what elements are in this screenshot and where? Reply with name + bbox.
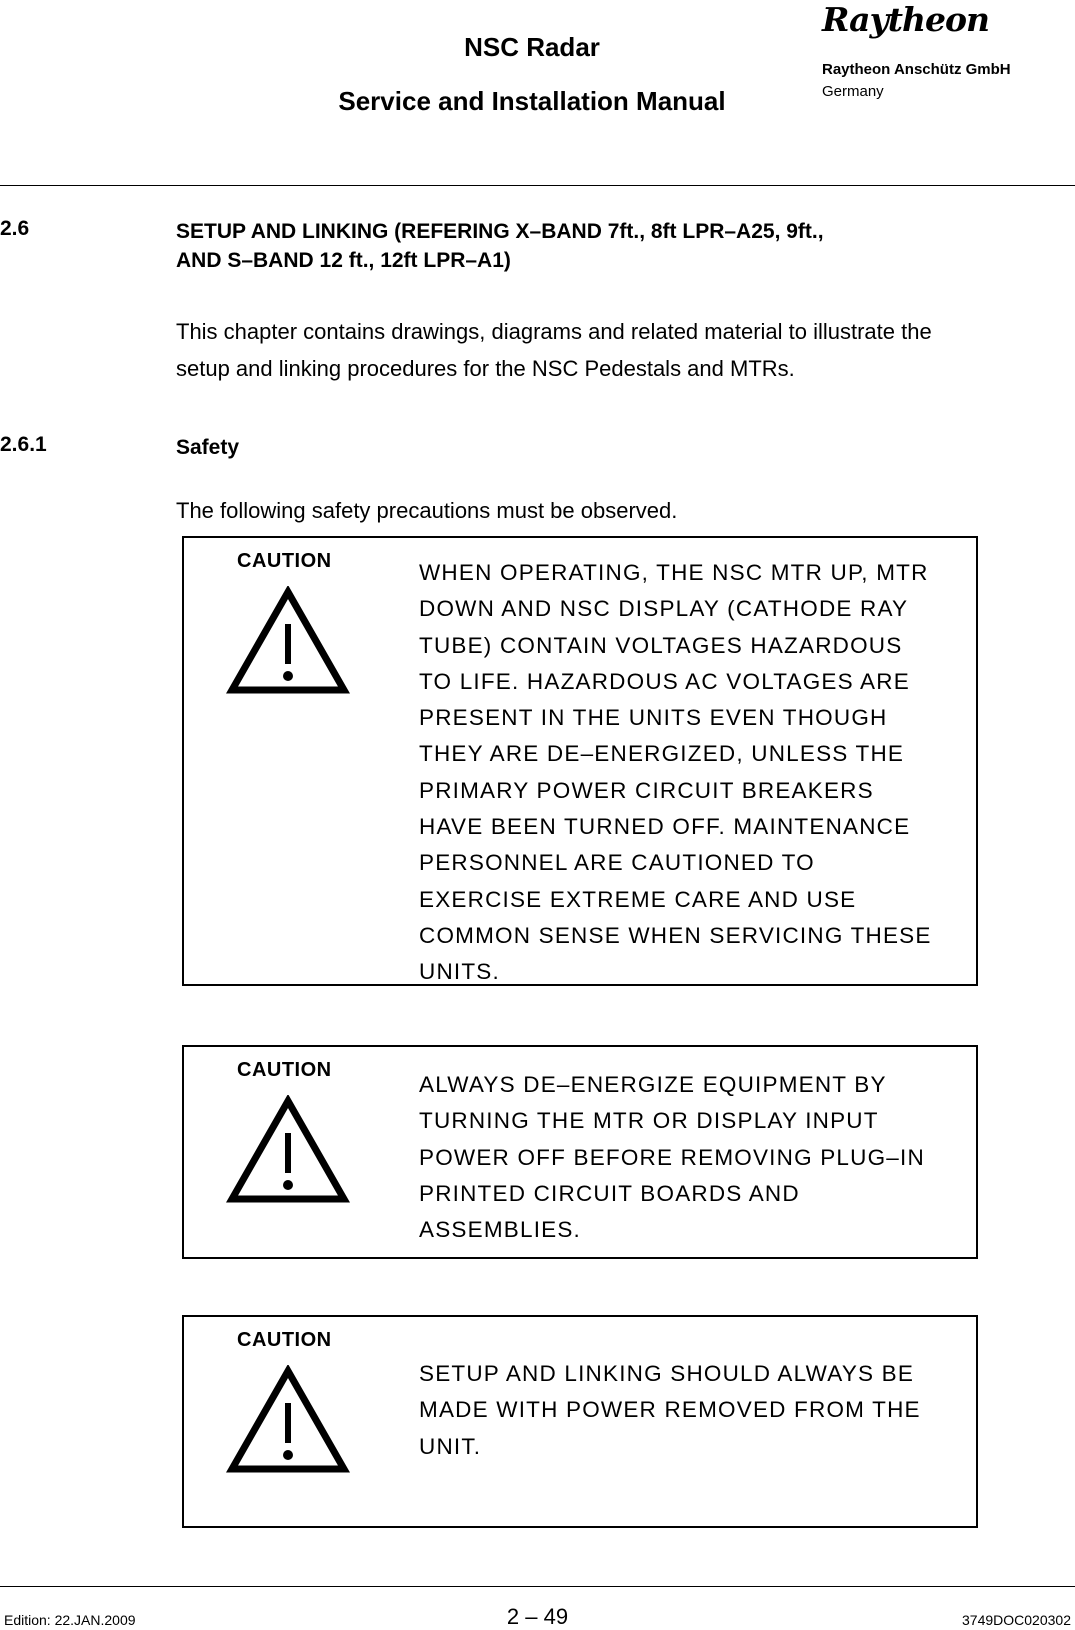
caution-label: CAUTION — [237, 1059, 332, 1081]
caution-line: TURNING THE MTR OR DISPLAY INPUT — [419, 1108, 879, 1134]
brand-logo: Raytheon — [822, 0, 989, 39]
warning-triangle-icon — [226, 1095, 350, 1205]
section-intro-line-1: This chapter contains drawings, diagrams and related material to illustrate the — [176, 319, 932, 344]
caution-line: TO LIFE. HAZARDOUS AC VOLTAGES ARE — [419, 668, 910, 694]
footer-divider — [0, 1586, 1075, 1587]
caution-line: PRESENT IN THE UNITS EVEN THOUGH — [419, 705, 888, 731]
header-subtitle: Service and Installation Manual — [338, 86, 726, 116]
caution-line: ASSEMBLIES. — [419, 1217, 582, 1243]
section-intro — [176, 313, 1056, 387]
caution-text — [419, 1356, 959, 1465]
section-intro-line-2: setup and linking procedures for the NSC Pedestals and MTRs. — [176, 356, 795, 381]
caution-line: PERSONNEL ARE CAUTIONED TO — [419, 850, 815, 876]
caution-line: THEY ARE DE–ENERGIZED, UNLESS THE — [419, 741, 905, 767]
section-number: 2.6 — [0, 217, 30, 240]
document-id: 3749DOC020302 — [962, 1612, 1071, 1628]
caution-box-1 — [182, 536, 978, 986]
caution-line: ALWAYS DE–ENERGIZE EQUIPMENT BY — [419, 1072, 887, 1097]
page-number: 2 – 49 — [506, 1604, 569, 1629]
caution-line: UNIT. — [419, 1433, 482, 1459]
caution-line: SETUP AND LINKING SHOULD ALWAYS BE — [419, 1361, 915, 1386]
section-title-line-1: SETUP AND LINKING (REFERING X–BAND 7ft., 8ft LPR–A25, 9ft., — [176, 220, 824, 243]
caution-line: TUBE) CONTAIN VOLTAGES HAZARDOUS — [419, 632, 903, 658]
caution-line: EXERCISE EXTREME CARE AND USE — [419, 886, 857, 912]
caution-line: POWER OFF BEFORE REMOVING PLUG–IN — [419, 1144, 925, 1170]
company-name: Raytheon Anschütz GmbH — [822, 61, 1011, 78]
caution-line: COMMON SENSE WHEN SERVICING THESE — [419, 922, 932, 948]
caution-label: CAUTION — [237, 550, 332, 572]
caution-box-2 — [182, 1045, 978, 1259]
subsection-intro: The following safety precautions must be observed. — [176, 498, 678, 523]
caution-line: WHEN OPERATING, THE NSC MTR UP, MTR — [419, 560, 929, 585]
caution-line: DOWN AND NSC DISPLAY (CATHODE RAY — [419, 596, 909, 622]
footer-edition: Edition: 22.JAN.2009 — [4, 1612, 136, 1628]
warning-triangle-icon — [226, 586, 350, 696]
section-title — [176, 217, 824, 275]
subsection-number: 2.6.1 — [0, 433, 47, 456]
warning-triangle-icon — [226, 1365, 350, 1475]
caution-text — [419, 1067, 959, 1248]
company-country: Germany — [822, 83, 884, 100]
caution-line: HAVE BEEN TURNED OFF. MAINTENANCE — [419, 814, 911, 840]
caution-text — [419, 555, 959, 991]
header-title: NSC Radar — [464, 32, 600, 62]
caution-line: PRINTED CIRCUIT BOARDS AND — [419, 1180, 800, 1206]
caution-box-3 — [182, 1315, 978, 1528]
header-divider — [0, 185, 1075, 186]
caution-line: PRIMARY POWER CIRCUIT BREAKERS — [419, 777, 874, 803]
caution-line: UNITS. — [419, 959, 500, 985]
section-title-line-2: AND S–BAND 12 ft., 12ft LPR–A1) — [176, 249, 511, 272]
subsection-title: Safety — [176, 436, 240, 459]
caution-line: MADE WITH POWER REMOVED FROM THE — [419, 1397, 921, 1423]
caution-label: CAUTION — [237, 1329, 332, 1351]
